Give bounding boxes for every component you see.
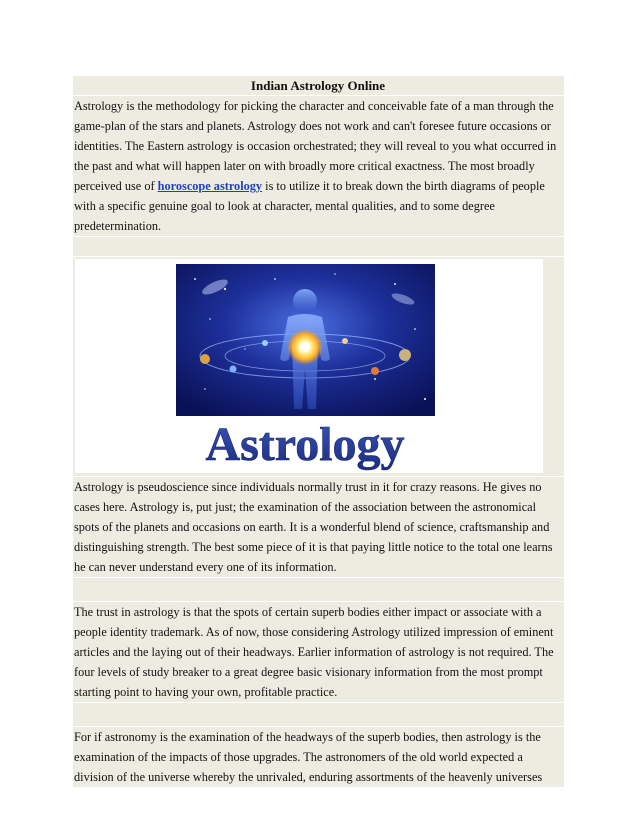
paragraph-astronomy-text: For if astronomy is the examination of the headways of the superb bodies, then astrology is the examination of the impacts of those upgrades. The astronomers of the old world expected a division of the universe whereby the unrivaled, enduring assortments of the heavenly universes <box>74 730 543 784</box>
document-title <box>73 76 564 96</box>
paragraph-intro <box>73 96 564 237</box>
paragraph-pseudoscience-text: Astrology is pseudoscience since individuals normally trust in it for crazy reasons. He gives no cases here. Astrology is, put just; the examination of the association between the astronomical spots of the planets and occasions on earth. It is a wonderful blend of science, craftsmanship and distinguishing strength. The best some piece of it is that paying little notice to the total one learns he can never understand every one of its information. <box>74 480 553 574</box>
title-text: Indian Astrology Online <box>250 78 386 93</box>
paragraph-intro-text-a: Astrology is the methodology for picking the character and conceivable fate of a man through the game-plan of the stars and planets. Astrology does not work and can't foresee future occasions or identities. The Eastern astrology is occasion orchestrated; they will reveal to you what occurred in the past and what will happen later on with broadly more critical exactness. The most broadly perceived use of <box>74 99 557 193</box>
paragraph-trust-text: The trust in astrology is that the spots of certain superb bodies either impact or associate with a people identity trademark. As of now, those considering Astrology utilized impression of eminent articles and the laying out of their headways. Earlier information of astrology is not required. The four levels of study breaker to a great degree basic visionary information from the most prompt starting point to having your own, profitable practice. <box>74 605 554 699</box>
paragraph-trust <box>73 602 564 703</box>
astrology-logo-text: Astrology <box>205 418 405 471</box>
paragraph-astronomy <box>73 727 564 788</box>
astrology-illustration <box>75 259 543 473</box>
horoscope-astrology-link[interactable]: horoscope astrology <box>157 179 263 193</box>
astrology-image-row <box>73 257 564 477</box>
document-body <box>73 76 564 788</box>
paragraph-pseudoscience <box>73 477 564 578</box>
spacer-row <box>73 578 564 602</box>
spacer-row <box>73 237 564 257</box>
spacer-row <box>73 703 564 727</box>
paragraph-intro-text-b: is to utilize it to break down the birth diagrams of people with a specific genuine goal to look at character, mental qualities, and to some degree predetermination. <box>74 179 545 233</box>
astrology-image <box>75 259 543 473</box>
